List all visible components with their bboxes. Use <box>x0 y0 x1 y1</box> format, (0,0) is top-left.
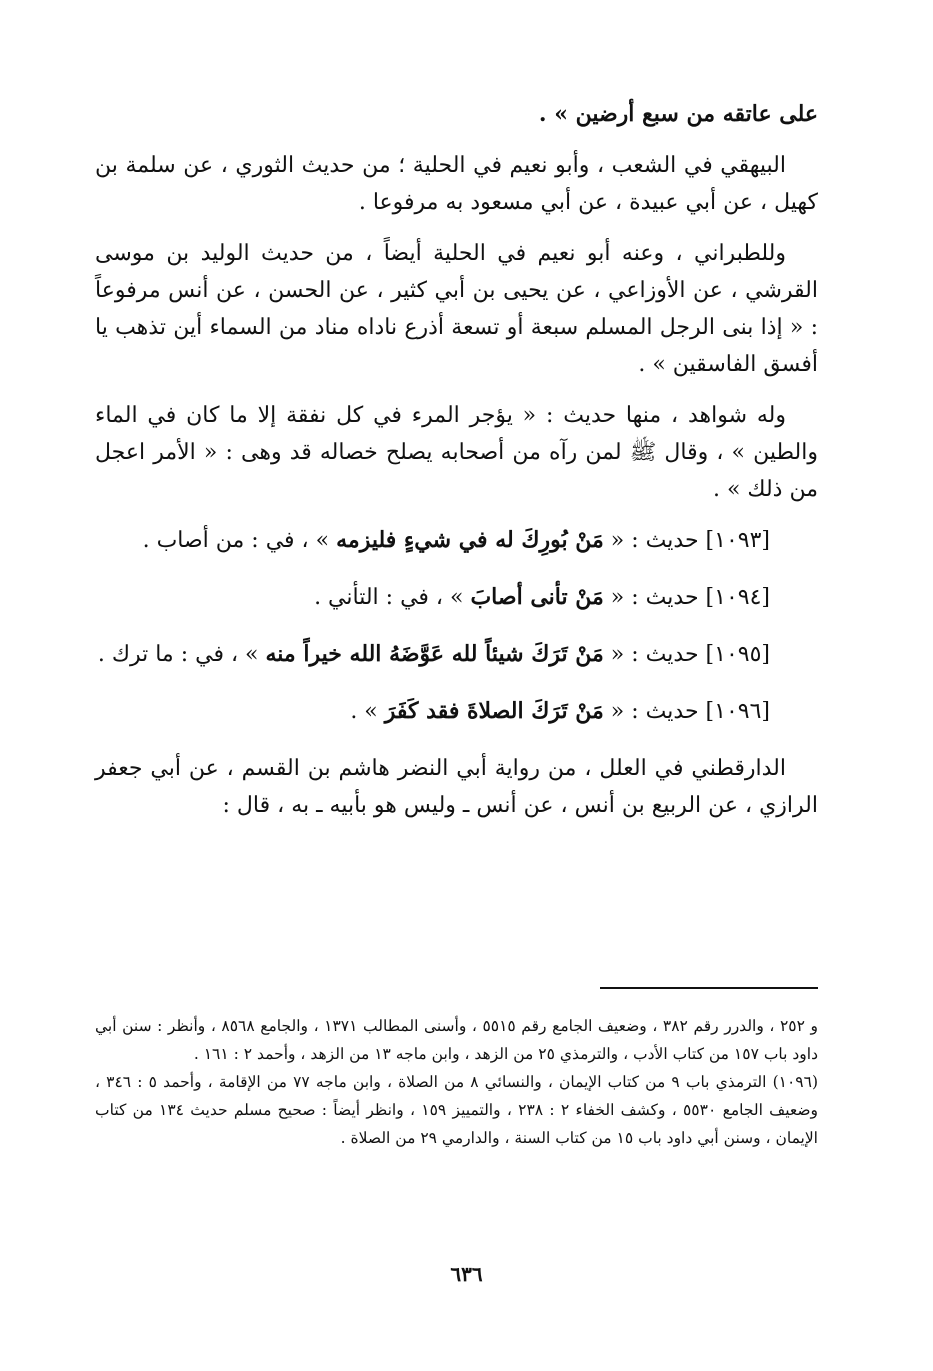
hadith-intro: حديث : « <box>603 699 699 724</box>
hadith-number: [١٠٩٦] <box>705 699 770 724</box>
hadith-1093 <box>95 522 818 559</box>
paragraph-tabarani: وللطبراني ، وعنه أبو نعيم في الحلية أيضاً ، من حديث الوليد بن موسى القرشي ، عن الأوزاعي ، عن يحيى بن أبي كثير ، عن الحسن ، عن أنس مرفوعاً : « إذا بنى الرجل المسلم سبعة أو تسعة أذرع ناداه مناد من السماء أين تذهب يا أفسق الفاسقين » . <box>95 241 818 377</box>
hadith-intro: حديث : « <box>603 528 699 553</box>
hadith-text: مَنْ بُورِكَ له في شيءٍ فليزمه <box>336 527 604 553</box>
hadith-text: مَنْ تأنى أصابَ <box>470 584 604 610</box>
hadith-intro: حديث : « <box>603 585 699 610</box>
hadith-number: [١٠٩٥] <box>705 642 770 667</box>
hadith-1095 <box>95 636 818 673</box>
hadith-1096 <box>95 693 818 730</box>
paragraph-bayhaqi: البيهقي في الشعب ، وأبو نعيم في الحلية ؛ من حديث الثوري ، عن سلمة بن كهيل ، عن أبي عبيدة ، عن أبي مسعود به مرفوعا . <box>95 153 818 215</box>
hadith-reference: » ، في : ما ترك . <box>97 642 266 667</box>
footnotes <box>95 1012 818 1152</box>
page-number: ٦٣٦ <box>450 1262 483 1286</box>
hadith-1094 <box>95 579 818 616</box>
hadith-reference: » ، في : من أصاب . <box>142 528 337 553</box>
continued-line: على عاتقه من سبع أرضين » . <box>538 101 818 127</box>
hadith-intro: حديث : « <box>603 642 699 667</box>
hadith-reference: » . <box>350 699 385 724</box>
hadith-number: [١٠٩٣] <box>705 528 770 553</box>
paragraph-shawahid: وله شواهد ، منها حديث : « يؤجر المرء في كل نفقة إلا ما كان في الماء والطين » ، وقال ﷺ لمن رآه من أصحابه يصلح خصاله قد وهى : « الأمر اعجل من ذلك » . <box>95 403 818 502</box>
hadith-text: مَنْ تَرَكَ شيئاً لله عَوَّضَهُ الله خيراً منه <box>265 641 604 667</box>
footnote-continued: و ٢٥٢ ، والدرر رقم ٣٨٢ ، وضعيف الجامع رقم ٥٥١٥ ، وأسنى المطالب ١٣٧١ ، والجامع ٨٥٦٨ ، وأنظر : سنن أبي داود باب ١٥٧ من كتاب الأدب ، والترمذي ٢٥ من الزهد ، وابن ماجه ١٣ من الزهد ، وأحمد ٢ : ١٦١ . <box>95 1017 818 1063</box>
main-text <box>95 96 818 838</box>
paragraph-daraqutni: الدارقطني في العلل ، من رواية أبي النضر هاشم بن القسم ، عن أبي جعفر الرازي ، عن الربيع بن أنس ، عن أنس ـ وليس هو بأبيه ـ به ، قال : <box>95 756 818 818</box>
hadith-reference: » ، في : التأني . <box>314 585 471 610</box>
footnote-divider <box>600 987 818 989</box>
hadith-number: [١٠٩٤] <box>705 585 770 610</box>
hadith-text: مَنْ تَرَكَ الصلاةَ فقد كَفَرَ <box>384 698 604 724</box>
footnote-1096: (١٠٩٦) الترمذي باب ٩ من كتاب الإيمان ، والنسائي ٨ من الصلاة ، وابن ماجه ٧٧ من الإقامة ، وأحمد ٥ : ٣٤٦ ، وضعيف الجامع ٥٥٣٠ ، وكشف الخفاء ٢ : ٢٣٨ ، والتمييز ١٥٩ ، وانظر أيضاً : صحيح مسلم حديث ١٣٤ من كتاب الإيمان ، وسنن أبي داود باب ١٥ من كتاب السنة ، والدارمي ٢٩ من الصلاة . <box>95 1073 819 1147</box>
